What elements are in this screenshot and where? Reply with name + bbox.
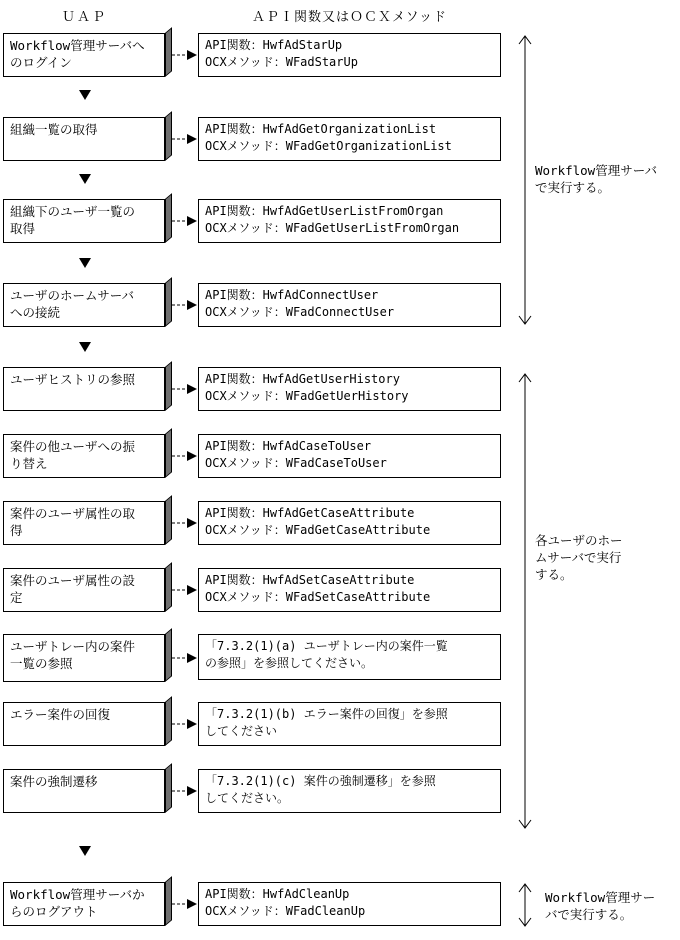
range-bracket-home [515,372,535,830]
uap-step-box [3,568,169,612]
note-line: Workflow管理サーバ [535,163,658,178]
note-line: で実行する。 [535,180,611,195]
uap-step-text: 案件のユーザ属性の取 [10,506,136,521]
note-home-server [535,532,623,583]
flow-down-arrow [79,258,91,268]
uap-step-text: 組織一覧の取得 [10,122,98,137]
api-method-text: API関数：HwfAdStarUp [205,38,343,52]
api-method-box [198,634,501,680]
api-method-text: OCXメソッド：WFadStarUp [205,55,358,69]
box-shadow-side [165,562,172,612]
uap-step-label [3,283,165,327]
uap-step-label [3,882,165,926]
api-method-box [198,367,501,411]
api-method-text: API関数：HwfAdGetUserHistory [205,372,400,386]
api-method-box [198,568,501,612]
note-line: ムサーバで実行 [535,550,622,565]
uap-step-label [3,568,165,612]
uap-column-header: ＵＡＰ [62,10,108,25]
uap-step-text: 得 [10,523,23,538]
uap-step-label [3,501,165,545]
dashed-arrow [172,898,198,910]
uap-step-box [3,882,169,926]
api-method-text: OCXメソッド：WFadGetUerHistory [205,389,409,403]
box-shadow-side [165,628,172,682]
uap-step-label [3,117,165,161]
dashed-arrow [172,584,198,596]
api-method-text: OCXメソッド：WFadGetUserListFromOrgan [205,221,460,235]
box-shadow-side [165,193,172,243]
uap-step-box [3,33,169,77]
api-method-text: API関数：HwfAdGetOrganizationList [205,122,437,136]
uap-step-box [3,702,169,746]
api-column-header: ＡＰＩ関数又はＯＣＸメソッド [252,10,447,25]
uap-step-box [3,434,169,478]
uap-step-label [3,769,165,813]
uap-step-text: ユーザトレー内の案件 [10,639,136,654]
uap-step-label [3,634,165,682]
dashed-arrow [172,718,198,730]
api-method-box [198,769,501,813]
box-shadow-side [165,111,172,161]
api-method-text: OCXメソッド：WFadGetOrganizationList [205,139,452,153]
api-method-text: API関数：HwfAdGetCaseAttribute [205,506,415,520]
uap-step-text: 定 [10,590,23,605]
uap-step-box [3,769,169,813]
note-line: する。 [535,567,573,582]
api-method-box [198,434,501,478]
uap-step-box [3,367,169,411]
api-method-text: OCXメソッド：WFadCaseToUser [205,456,387,470]
uap-step-label [3,199,165,243]
dashed-arrow [172,652,198,664]
dashed-arrow [172,49,198,61]
api-method-text: API関数：HwfAdGetUserListFromOrgan [205,204,444,218]
dashed-arrow [172,785,198,797]
api-method-text: OCXメソッド：WFadSetCaseAttribute [205,590,431,604]
api-method-text: してください。 [205,791,290,805]
flow-down-arrow [79,174,91,184]
api-method-text: API関数：HwfAdCleanUp [205,887,350,901]
api-method-box [198,33,501,77]
api-method-text: 「7.3.2(1)(b) エラー案件の回復」を参照 [205,707,448,721]
api-method-box [198,882,501,926]
uap-step-text: ユーザのホームサーバ [10,288,135,303]
note-line: バで実行する。 [545,907,633,922]
note-admin-server [535,162,657,196]
dashed-arrow [172,517,198,529]
api-method-box [198,117,501,161]
dashed-arrow [172,383,198,395]
note-admin-server-logout [545,889,655,923]
uap-step-label [3,434,165,478]
uap-step-text: のログイン [10,55,72,70]
uap-step-label [3,33,165,77]
api-method-text: 「7.3.2(1)(a) ユーザトレー内の案件一覧 [205,639,448,653]
box-shadow-side [165,876,172,926]
api-method-text: してください [205,724,278,738]
box-shadow-side [165,763,172,813]
dashed-arrow [172,133,198,145]
uap-step-text: Workflow管理サーバか [10,887,145,902]
api-method-text: 「7.3.2(1)(c) 案件の強制遷移」を参照 [205,774,436,788]
uap-step-label [3,367,165,411]
note-line: Workflow管理サー [545,890,656,905]
flow-down-arrow [79,846,91,856]
uap-step-box [3,117,169,161]
dashed-arrow [172,215,198,227]
box-shadow-side [165,361,172,411]
uap-step-text: 組織下のユーザ一覧の [10,204,136,219]
range-bracket-admin [515,34,535,326]
uap-step-box [3,199,169,243]
flow-down-arrow [79,90,91,100]
box-shadow-side [165,27,172,77]
api-method-text: OCXメソッド：WFadConnectUser [205,305,395,319]
box-shadow-side [165,428,172,478]
uap-step-label [3,702,165,746]
uap-step-text: 案件のユーザ属性の設 [10,573,136,588]
flow-down-arrow [79,342,91,352]
uap-step-text: 案件の他ユーザへの振 [10,439,136,454]
api-method-text: API関数：HwfAdConnectUser [205,288,379,302]
box-shadow-side [165,696,172,746]
api-method-text: API関数：HwfAdCaseToUser [205,439,372,453]
api-method-text: OCXメソッド：WFadGetCaseAttribute [205,523,431,537]
uap-step-text: への接続 [10,305,61,320]
api-method-text: API関数：HwfAdSetCaseAttribute [205,573,415,587]
api-method-box [198,283,501,327]
note-line: 各ユーザのホー [535,533,623,548]
box-shadow-side [165,495,172,545]
uap-step-text: Workflow管理サーバへ [10,38,145,53]
uap-step-text: 案件の強制遷移 [10,774,98,789]
api-method-box [198,702,501,746]
uap-step-text: らのログアウト [10,904,98,919]
api-method-box [198,199,501,243]
api-method-text: の参照」を参照してください。 [205,656,374,670]
dashed-arrow [172,450,198,462]
range-bracket-logout [515,882,535,928]
uap-step-box [3,634,169,682]
uap-step-box [3,501,169,545]
uap-step-text: ユーザヒストリの参照 [10,372,136,387]
box-shadow-side [165,277,172,327]
uap-step-text: 取得 [10,221,36,236]
uap-step-text: り替え [10,456,48,471]
dashed-arrow [172,299,198,311]
uap-step-box [3,283,169,327]
api-method-box [198,501,501,545]
uap-step-text: エラー案件の回復 [10,707,111,722]
uap-step-text: 一覧の参照 [10,656,73,671]
api-method-text: OCXメソッド：WFadCleanUp [205,904,366,918]
